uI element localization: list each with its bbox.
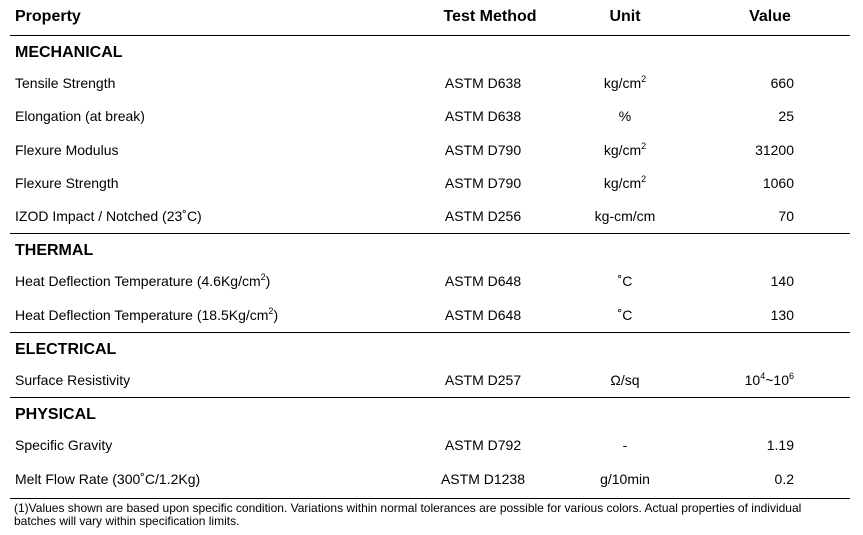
property-text: Heat Deflection Temperature (18.5Kg/cm [15, 306, 269, 323]
table-row [10, 463, 850, 496]
header-unit: Unit [609, 8, 641, 25]
cell-test: ASTM D256 [444, 208, 522, 225]
cell-value: 0.2 [774, 470, 794, 487]
cell-value: 660 [770, 75, 794, 91]
cell-test: ASTM D638 [444, 108, 522, 125]
cell-unit [570, 142, 680, 158]
unit-sup: 2 [641, 140, 647, 151]
cell-property: Flexure Modulus [15, 141, 119, 158]
header-value: Value [749, 8, 791, 25]
cell-test: ASTM D638 [444, 75, 522, 91]
unit-text: kg/cm [603, 174, 642, 191]
cell-property: Surface Resistivity [15, 372, 131, 389]
header-test-method: Test Method [443, 8, 537, 25]
table-header [10, 0, 850, 36]
cell-value: 31200 [755, 141, 794, 158]
table-row [10, 200, 850, 233]
cell-property: Flexure Strength [15, 174, 119, 191]
unit-text: kg/cm [603, 75, 642, 91]
cell-test: ASTM D790 [444, 174, 522, 191]
cell-test: ASTM D648 [444, 273, 522, 290]
cell-unit: ˚C [617, 273, 633, 290]
table-row [10, 364, 850, 397]
table-row [10, 265, 850, 298]
cell-value: 25 [778, 108, 794, 125]
cell-value [745, 372, 794, 388]
table-row [10, 67, 850, 100]
property-sup: 2 [260, 272, 266, 283]
cell-unit: Ω/sq [610, 372, 640, 389]
section-title: PHYSICAL [15, 406, 96, 424]
cell-unit: % [618, 108, 632, 125]
cell-unit: - [622, 437, 628, 454]
unit-sup: 2 [641, 173, 647, 184]
value-exp: 4 [760, 371, 766, 382]
cell-test: ASTM D792 [444, 437, 522, 454]
property-tail: ) [273, 306, 279, 323]
cell-unit: g/10min [600, 470, 650, 487]
footnote-divider [10, 498, 850, 499]
cell-test: ASTM D257 [444, 372, 522, 389]
section-electrical [10, 332, 850, 364]
cell-unit [570, 175, 680, 191]
property-tail: ) [265, 273, 271, 290]
cell-property [15, 307, 278, 323]
section-physical [10, 397, 850, 429]
cell-test: ASTM D790 [444, 141, 522, 158]
table-row [10, 100, 850, 133]
section-title: THERMAL [15, 242, 94, 260]
section-thermal [10, 233, 850, 265]
cell-test: ASTM D1238 [440, 470, 526, 487]
section-title: MECHANICAL [15, 44, 123, 61]
property-text: Heat Deflection Temperature (4.6Kg/cm [15, 273, 261, 290]
cell-unit: ˚C [617, 306, 633, 323]
table-row [10, 134, 850, 167]
cell-property: IZOD Impact / Notched (23˚C) [15, 208, 202, 225]
table-row [10, 299, 850, 332]
value-exp2: 6 [788, 371, 794, 382]
property-sup: 2 [268, 305, 274, 316]
cell-value: 70 [778, 208, 794, 225]
cell-property: Melt Flow Rate (300˚C/1.2Kg) [15, 470, 201, 487]
property-table [10, 0, 850, 496]
cell-property: Elongation (at break) [15, 108, 145, 125]
footnote: (1)Values shown are based upon specific condition. Variations within normal tolerances are possible for various colors. Actual properties of individual batches will vary within specification limits. [14, 501, 802, 528]
section-title: ELECTRICAL [15, 341, 117, 359]
cell-property: Specific Gravity [15, 437, 113, 454]
cell-unit [570, 75, 680, 91]
cell-value: 140 [770, 273, 794, 290]
table-row [10, 167, 850, 200]
cell-value: 1.19 [766, 437, 794, 454]
cell-property: Tensile Strength [15, 75, 116, 91]
cell-unit: kg-cm/cm [594, 208, 656, 225]
unit-text: kg/cm [603, 141, 642, 158]
cell-test: ASTM D648 [444, 306, 522, 323]
unit-sup: 2 [641, 74, 647, 84]
table-row [10, 429, 850, 462]
value-base: 10 [744, 372, 761, 389]
header-property: Property [15, 8, 81, 25]
cell-value: 1060 [762, 174, 794, 191]
section-mechanical [10, 36, 850, 67]
value-mid: ~10 [765, 372, 789, 389]
cell-value: 130 [770, 306, 794, 323]
cell-property [15, 273, 270, 289]
